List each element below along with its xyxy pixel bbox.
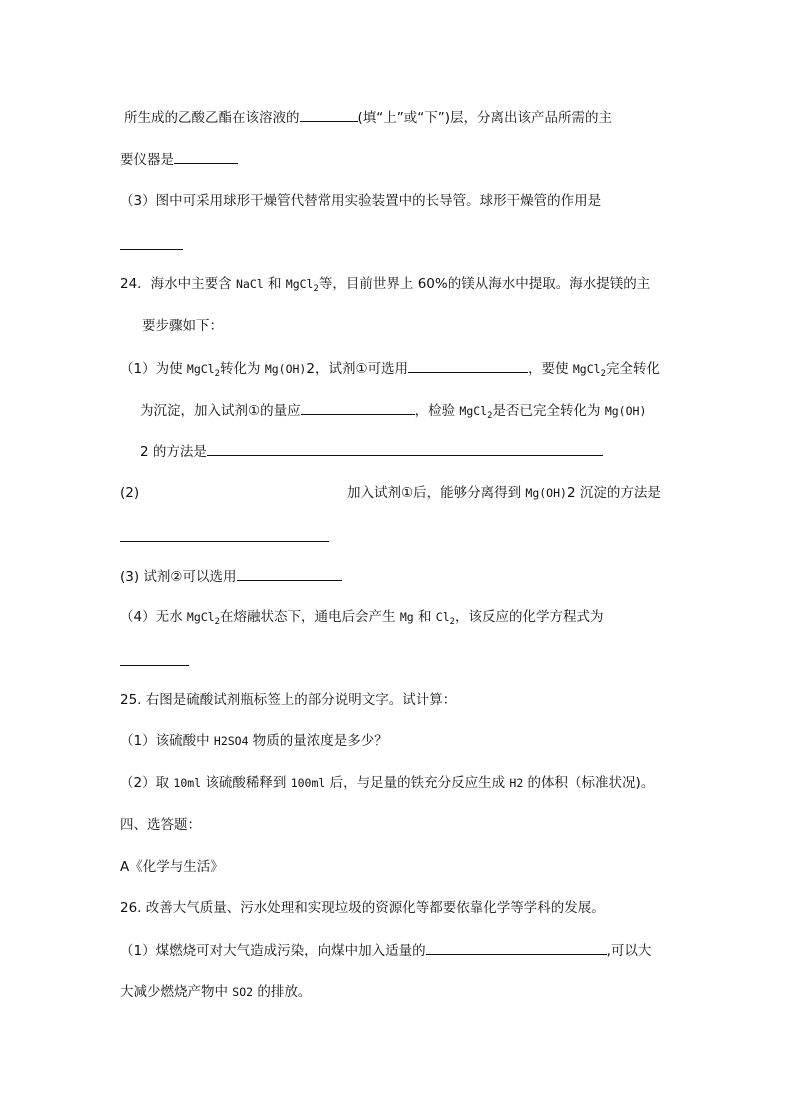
- q24-line-1: 24．海水中主要含 NaCl 和 MgCl$_2$等，目前世界上 60%的镁从海水中提取。海水提镁的主: [120, 276, 651, 294]
- section-a-title: A《化学与生活》: [120, 859, 224, 875]
- q23-line-1: 所生成的乙酸乙酯在该溶液的 (填“上”或“下”)层，分离出该产品所需的主: [124, 107, 612, 128]
- answer-blank: [300, 107, 358, 122]
- answer-blank: [120, 249, 183, 250]
- q26-part1-line2: 大减少燃烧产物中 SO2 的排放。: [120, 984, 312, 1000]
- q24-line-2: 要步骤如下：: [142, 318, 223, 334]
- answer-blank: [207, 441, 603, 456]
- answer-blank: [408, 358, 528, 373]
- answer-blank: [237, 566, 342, 581]
- q24-part4: （4）无水 MgCl$_2$在熔融状态下，通电后会产生 Mg 和 $Cl_2$，该反应的化学方程式为: [120, 609, 604, 627]
- q24-part1-line1: （1）为使 MgCl$_2$转化为 Mg(OH)2，试剂①可选用 ，要使 MgCl$_2$完全转化: [120, 358, 660, 381]
- answer-blank: [120, 665, 189, 666]
- q24-part1-line2: 为沉淀，加入试剂①的量应 ，检验 MgCl$_2$是否已完全转化为 Mg(OH): [140, 400, 646, 423]
- section-title: 四、选答题：: [120, 817, 201, 833]
- answer-blank: [426, 940, 607, 955]
- q23-line-2: 要仪器是: [120, 149, 238, 170]
- q24-part1-line3: 2 的方法是: [140, 441, 603, 462]
- q25-part1: （1）该硫酸中 H2SO4 物质的量浓度是多少？: [120, 733, 388, 749]
- q24-part2: (2): [120, 485, 140, 501]
- q24-part3: (3) 试剂②可以选用: [120, 566, 342, 587]
- answer-blank: [174, 149, 238, 164]
- q25-line-1: 25. 右图是硫酸试剂瓶标签上的部分说明文字。试计算：: [120, 692, 457, 708]
- answer-blank: [120, 541, 329, 542]
- q23-part3: （3）图中可采用球形干燥管代替常用实验装置中的长导管。球形干燥管的作用是: [120, 193, 602, 209]
- q26-line-1: 26. 改善大气质量、污水处理和实现垃圾的资源化等都要依靠化学等学科的发展。: [120, 900, 605, 916]
- answer-blank: [301, 400, 415, 415]
- q25-part2: （2）取 10ml 该硫酸稀释到 100ml 后，与足量的铁充分反应生成 H2 的体积（标准状况)。: [120, 775, 655, 791]
- q26-part1-line1: （1）煤燃烧可对大气造成污染，向煤中加入适量的 ,可以大: [120, 940, 651, 961]
- q24-part2-text: 加入试剂①后，能够分离得到 Mg(OH)2 沉淀的方法是: [347, 485, 661, 501]
